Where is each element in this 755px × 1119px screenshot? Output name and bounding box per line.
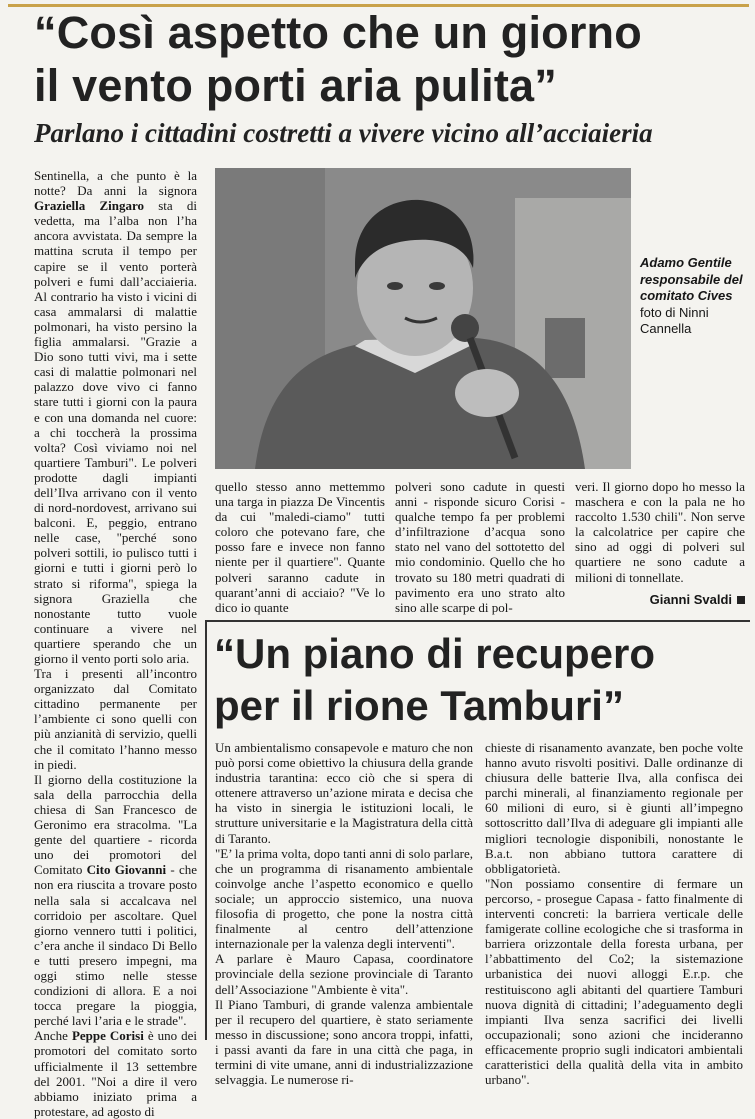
person-name: Peppe Corisi (71, 1028, 144, 1044)
speaker-photo (215, 168, 631, 469)
caption-credit: foto di Ninni Cannella (640, 304, 709, 337)
section-divider-horizontal (205, 620, 750, 622)
article1-text: sta di vedetta, ma l’alba non l’ha ancora avvistata. Da sempre la mattina scruta il tempo per capire se il vento porterà polveri e fumi dall’acciaieria. Al contrario ha visto i vicini di casa ammalarsi di malattie polmonari, ha visto persino la figlia ammalarsi. "Grazie a Dio sono tutti vivi, ma i sette casi di malattie polmonari nel palazzo dove vivo ci fanno stare tutti i giorni con la paura e con una domanda nel cuore: a chi toccherà la prossima volta? Così viviamo noi nel quartiere Tamburi". Le polveri prodotte dagli impianti dell’Ilva arrivano con il vento di nord-nordovest, arrivano sui balconi. E, peggio, entrano nelle case, "perché sono polveri sottili, io pulisco tutti i giorni e tutti i giorni però lo strato si riforma", spiega la signora Graziella che nonostante tutto vuole continuare a vivere nel quartiere sperando che un giorno il vento porti solo aria. (34, 198, 197, 666)
subheadline: Parlano i cittadini costretti a vivere vicino all’acciaieria (34, 118, 653, 148)
article2-paragraph: A parlare è Mauro Capasa, coordinatore provinciale della sezione provinciale di Taranto dell’Associazione "Ambiente è vita". (215, 951, 473, 997)
article2-headline-line-1: “Un piano di recupero (214, 630, 656, 677)
article1-text: Il giorno della costituzione la sala della parrocchia della chiesa di San Francesco de Geronimo era stracolma. "La gente del quartiere - ricorda uno dei promotori del Comitato (34, 771, 197, 878)
article2-column-1 (215, 740, 473, 1087)
person-name: Graziella Zingaro (34, 198, 145, 214)
article2-paragraph: "Non possiamo consentire di fermare un percorso, - prosegue Capasa - fatto finalmente di interventi concreti: la barriera verticale delle famigerate colline ecologiche che si trasforma in barriera orizzontale della foresta urbana, per l’abbattimento del Co2; la sistemazione urbanistica dei nuovi alloggi E.r.p. che restituiscono agli abitanti del quartiere Tamburi nuova dignità di cittadini; l’adeguamento degli impianti Ilva senza sacrifici dei livelli occupazionali; sono azioni che incideranno efficacemente proprio sugli indicatori ambientali caratteristici della qualità della vita in ambito urbano". (485, 875, 743, 1088)
article2-headline (214, 628, 744, 732)
photo-caption (640, 255, 750, 338)
article2-paragraph: Il Piano Tamburi, di grande valenza ambientale per il recupero del quartiere, è stato seriamente messo in discussione; sono ancora troppi, infatti, i passi avanti da fare in una città che paga, in termini di vite umane, anni di industrializzazione selvaggia. Le numerose ri- (215, 996, 473, 1088)
article1-column-1 (34, 168, 197, 1119)
article2-column-2 (485, 740, 743, 1087)
article1-column-2 (215, 479, 385, 615)
caption-name: Adamo Gentile responsabile del comitato Cives (640, 255, 743, 304)
article1-paragraph: polveri sono cadute in questi anni - risponde sicuro Corisi - qualche tempo fa per problemi d’infiltrazione d’acqua sono stato nel vano del sottotetto del mio condominio. Quello che ho trovato su 180 metri quadrati di pavimento era uno strato alto sino alle scarpe di pol- (395, 479, 565, 615)
person-name: Cito Giovanni (86, 862, 167, 878)
author-name: Gianni Svaldi (649, 592, 732, 607)
article2-paragraph: chieste di risanamento avanzate, ben poche volte hanno avuto risvolti positivi. Dalle ordinanze di chiusura delle batterie Ilva, alla confisca dei parchi minerali, al finanziamento regionale per 60 milioni di euro, si è giunti all’impegno sottoscritto dall’Ilva di adeguare gli impianti alle migliori tecnologie disponibili, nonostante le B.a.t. non abbiano tuttora carattere di obbligatorietà. (485, 740, 743, 876)
article1-column-4 (575, 479, 745, 585)
article1-text: Anche (34, 1028, 68, 1044)
article2-paragraph: "E’ la prima volta, dopo tanti anni di solo parlare, che un programma di risanamento ambientale coinvolge anche l’aspetto economico e quello sociale; un approccio sistemico, una nuova filosofia di progetto, che pone la nostra città finalmente al centro dell’attenzione internazionale per la valenza degli interventi". (215, 845, 473, 952)
main-headline (34, 6, 749, 112)
headline-line-2: il vento porti aria pulita” (34, 60, 557, 111)
article1-paragraph: quello stesso anno mettemmo una targa in piazza De Vincentis da cui "maledi-ciamo" tutti coloro che potevano fare, che posso fare e invece non fanno niente per il quartiere". Quante polveri saranno cadute in quarant’anni di acciaio? "Ve lo dico io quante (215, 479, 385, 615)
article2-paragraph: Un ambientalismo consapevole e maturo che non può porsi come obiettivo la chiusura della grande industria tarantina: ecco ciò che si spera di ottenere attraverso un’azione mirata e decisa che ha visto in sinergia le istituzioni locali, le strutture universitarie e la Magistratura della città di Taranto. (215, 740, 473, 846)
headline-line-1: “Così aspetto che un giorno (34, 7, 642, 58)
article1-column-3 (395, 479, 565, 615)
photo-illustration (215, 168, 631, 469)
section-divider-vertical (205, 620, 207, 1040)
article1-paragraph: Tra i presenti all’incontro organizzato dal Comitato cittadino permanente per l’ambiente ci sono quelli con più anzianità di servizio, quelli che il comitato l’hanno messo in piedi. (34, 666, 197, 772)
article2-headline-line-2: per il rione Tamburi” (214, 682, 624, 729)
article1-text: è uno dei promotori del comitato sorto ufficialmente il 13 settembre del 2001. "Noi a dire il vero abbiamo iniziato prima a protestare, ad agosto di (34, 1028, 198, 1119)
byline (560, 592, 745, 607)
article1-paragraph: veri. Il giorno dopo ho messo la maschera e con la pala ne ho raccolto 1.530 chili". Non serve la calcolatrice per capire che sino ad oggi di polveri sul quartiere ne sono cadute a milioni di tonnellate. (575, 479, 745, 585)
article1-text: - che non era riuscita a trovare posto nella sala si accalcava nel corridoio per ascoltare. Quel giorno vennero tutti i politici, c’era anche il sindaco Di Bello e tutti presero impegni, ma oggi stimo nelle stesse condizioni di allora. E a noi tocca pregare la pioggia, perché lavi l’aria e le strade". (34, 862, 198, 1029)
article1-text: Sentinella, a che punto è la notte? Da anni la signora (34, 168, 197, 199)
end-mark-icon (737, 596, 745, 604)
